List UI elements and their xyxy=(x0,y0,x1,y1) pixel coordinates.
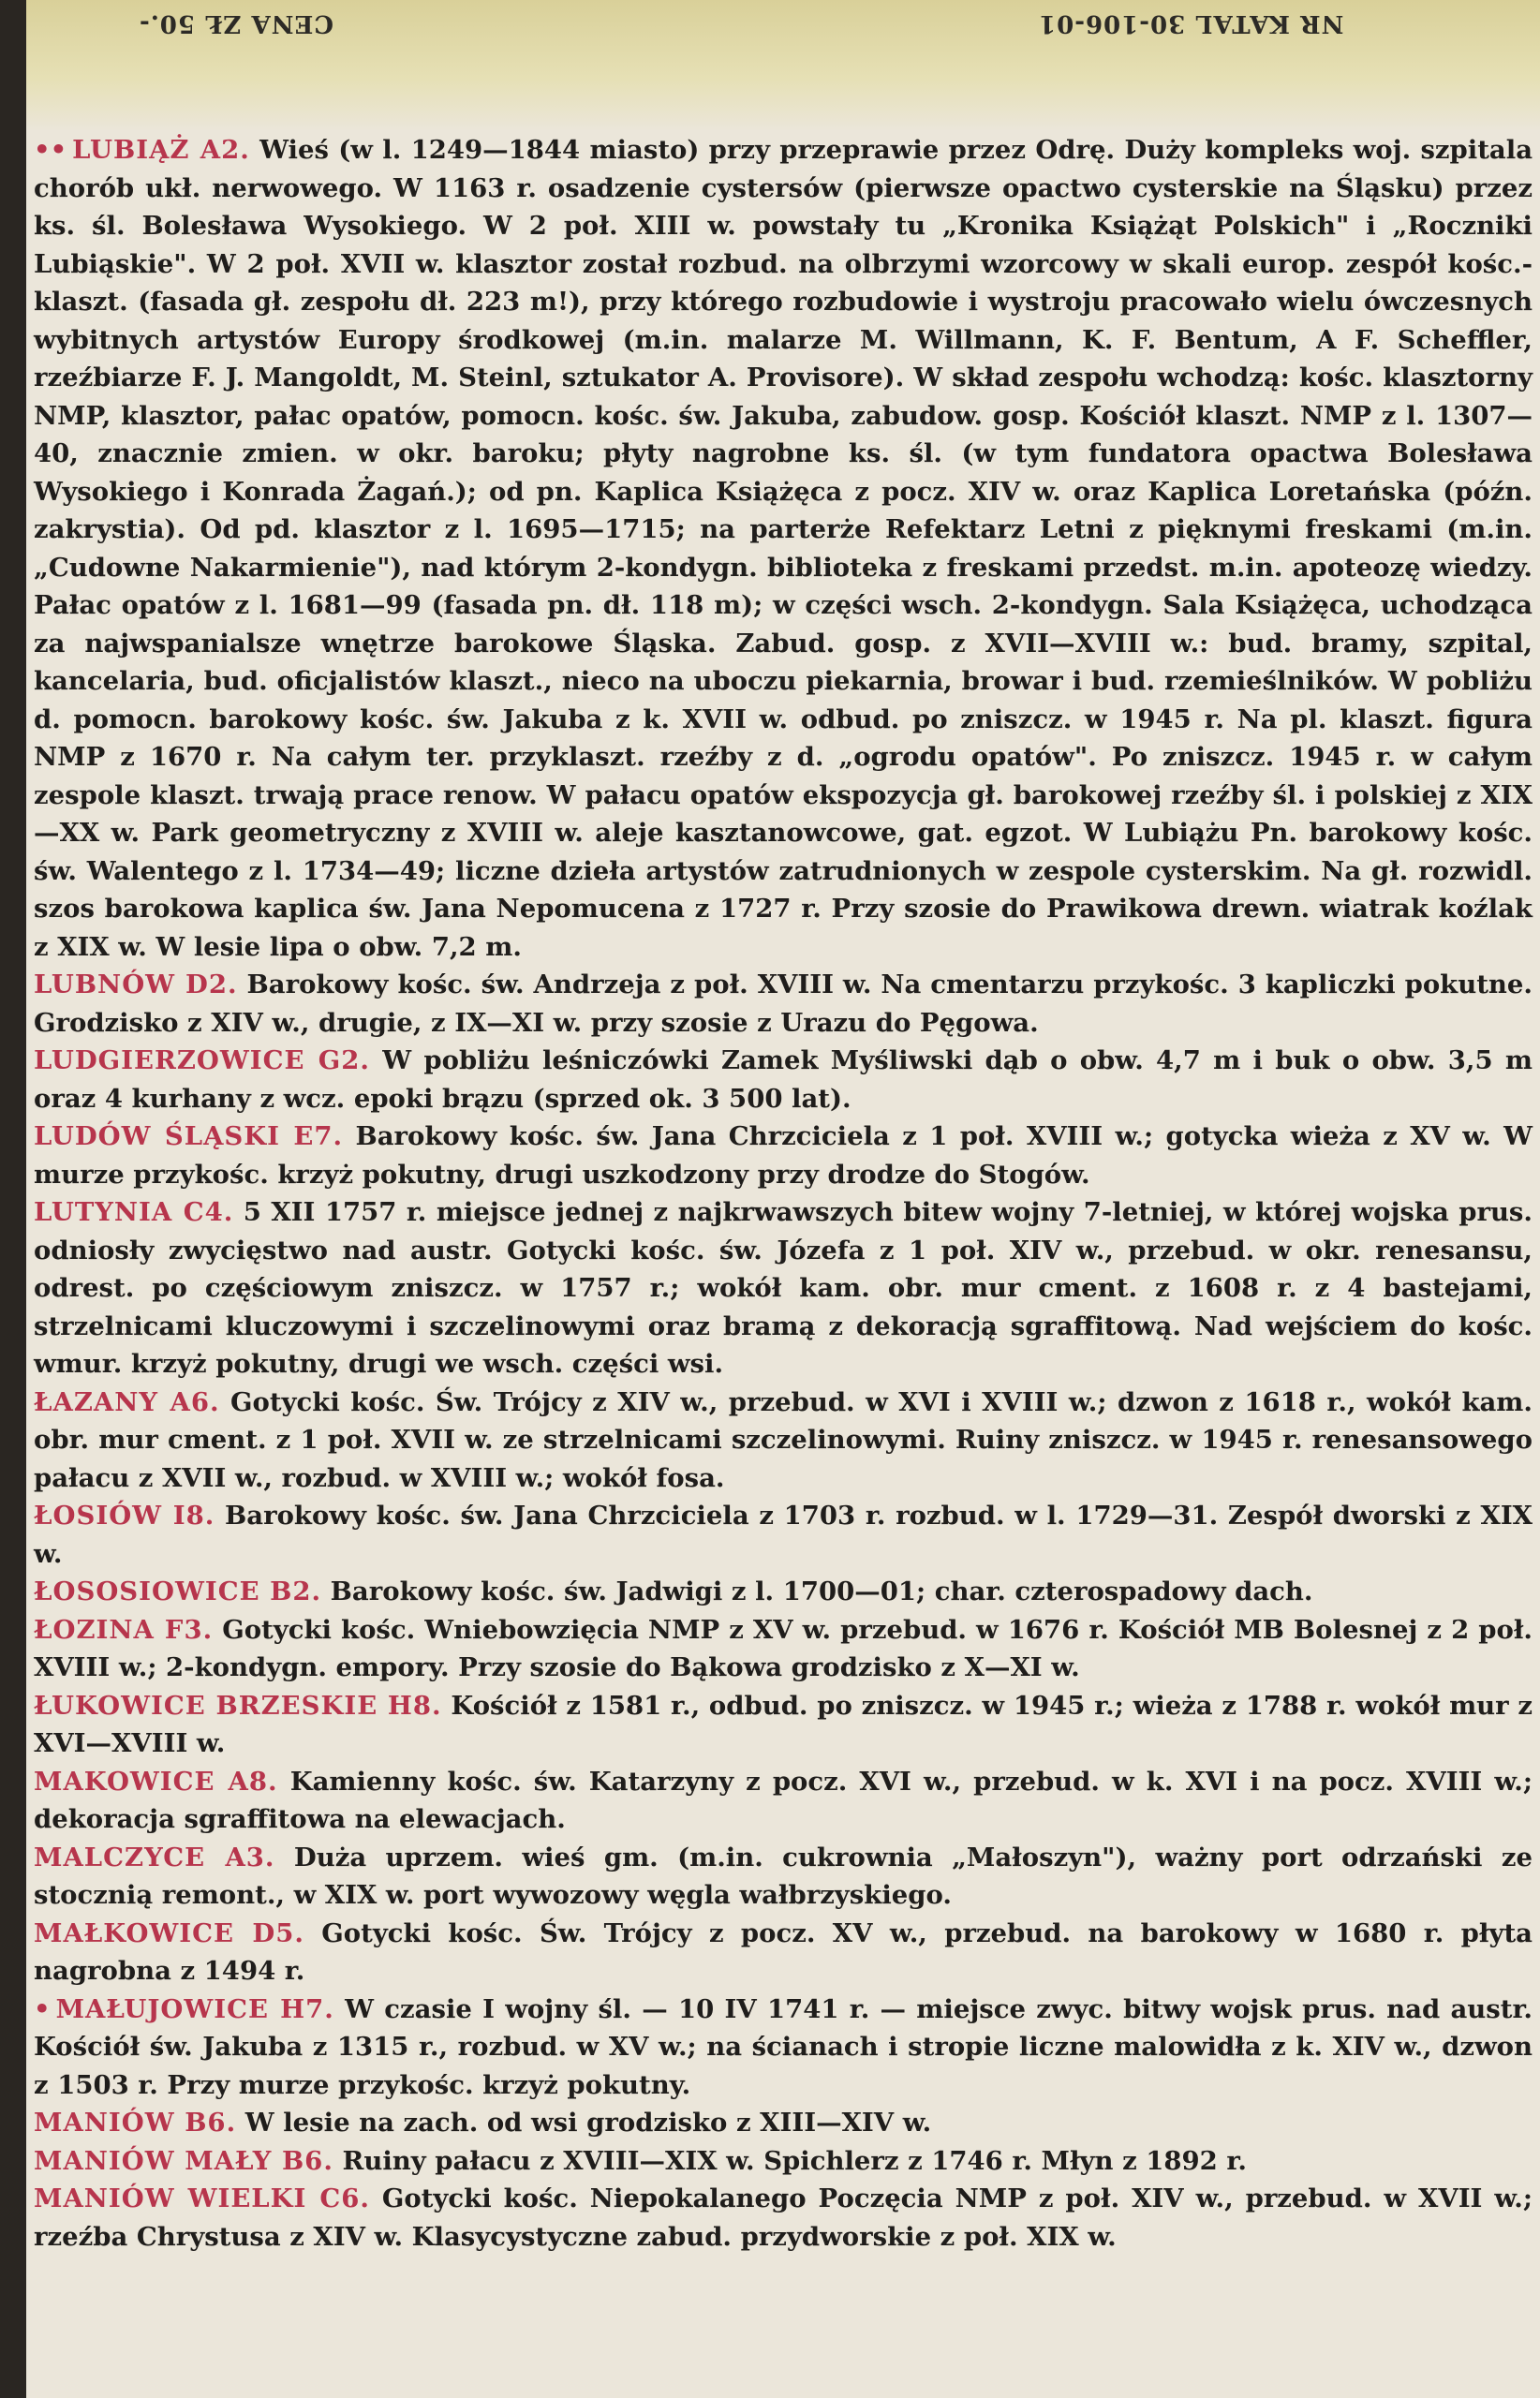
entry-heading: ŁAZANY A6. xyxy=(34,1386,220,1417)
entry-text: W lesie na zach. od wsi grodzisko z XIII—XIV w. xyxy=(244,2108,932,2138)
entry-heading: MALCZYCE A3. xyxy=(34,1842,275,1873)
entry-ludow-slaski xyxy=(34,1118,1533,1193)
entry-text: Gotycki kośc. Wniebowzięcia NMP z XV w. przebud. w 1676 r. Kościół MB Bolesnej z 2 poł. XVIII w.; 2-kondygn. empory. Przy szosie do Bąkowa grodzisko z X—XI w. xyxy=(34,1614,1533,1682)
star-marker: • xyxy=(34,1993,51,2024)
entry-losiow xyxy=(34,1497,1533,1573)
entry-heading: MAKOWICE A8. xyxy=(34,1766,278,1797)
entry-heading: MANIÓW WIELKI C6. xyxy=(34,2183,370,2213)
entry-text: Barokowy kośc. św. Jana Chrzciciela z 1703 r. rozbud. w l. 1729—31. Zespół dworski z XIX w. xyxy=(34,1501,1533,1569)
entry-maniow xyxy=(34,2104,1533,2142)
entry-text: Wieś (w l. 1249—1844 miasto) przy przeprawie przez Odrę. Duży kompleks woj. szpitala chorób ukł. nerwowego. W 1163 r. osadzenie cystersów (pierwsze opactwo cysterskie na Śląsku) przez ks. śl. Bolesława Wysokiego. W 2 poł. XIII w. powstały tu „Kronika Książąt Polskich" i „Roczniki Lubiąskie". W 2 poł. XVII w. klasztor został rozbud. na olbrzymi wzorcowy w skali europ. zespół kośc.-klaszt. (fasada gł. zespołu dł. 223 m!), przy którego rozbudowie i wystroju pracowało wielu ówczesnych wybitnych artystów Europy środkowej (m.in. malarze M. Willmann, K. F. Bentum, A F. Scheffler, rzeźbiarze F. J. Mangoldt, M. Steinl, sztukator A. Provisore). W skład zespołu wchodzą: kośc. klasztorny NMP, klasztor, pałac opatów, pomocn. kośc. św. Jakuba, zabudow. gosp. Kościół klaszt. NMP z l. 1307—40, znacznie zmien. w okr. baroku; płyty nagrobne ks. śl. (w tym fundatora opactwa Bolesława Wysokiego i Konrada Żagań.); od pn. Kaplica Książęca z pocz. XIV w. oraz Kaplica Loretańska (późn. zakrystia). Od pd. klasztor z l. 1695—1715; na parterże Refektarz Letni z pięknymi freskami (m.in. „Cudowne Nakarmienie"), nad którym 2-kondygn. biblioteka z freskami przedst. m.in. apoteozę wiedzy. Pałac opatów z l. 1681—99 (fasada pn. dł. 118 m); w części wsch. 2-kondygn. Sala Książęca, uchodząca za najwspanialsze wnętrze barokowe Śląska. Zabud. gosp. z XVII—XVIII w.: bud. bramy, szpital, kancelaria, bud. oficjalistów klaszt., nieco na uboczu piekarnia, browar i bud. rzemieślników. W pobliżu d. pomocn. barokowy kośc. św. Jakuba z k. XVII w. odbud. po zniszcz. w 1945 r. Na pl. klaszt. figura NMP z 1670 r. Na całym ter. przyklaszt. rzeźby z d. „ogrodu opatów". Po zniszcz. 1945 r. w całym zespole klaszt. trwają prace renow. W pałacu opatów ekspozycja gł. barokowej rzeźby śl. i polskiej z XIX—XX w. Park geometryczny z XVIII w. aleje kasztanowcowe, gat. egzot. W Lubiążu Pn. barokowy kośc. św. Walentego z l. 1734—49; liczne dzieła artystów zatrudnionych w zespole cysterskim. Na gł. rozwidl. szos barokowa kaplica św. Jana Nepomucena z 1727 r. Przy szosie do Prawikowa drewn. wiatrak koźlak z XIX w. W lesie lipa o obw. 7,2 m. xyxy=(34,135,1533,962)
entry-text: Ruiny pałacu z XVIII—XIX w. Spichlerz z 1746 r. Młyn z 1892 r. xyxy=(342,2145,1247,2176)
entry-lukowice-brzeskie xyxy=(34,1687,1533,1763)
entry-heading: ŁOZINA F3. xyxy=(34,1614,214,1645)
entry-heading: ŁOSOSIOWICE B2. xyxy=(34,1576,322,1606)
entry-heading: LUDÓW ŚLĄSKI E7. xyxy=(34,1121,344,1151)
entry-heading: ŁOSIÓW I8. xyxy=(34,1501,215,1531)
entry-maniow-maly xyxy=(34,2142,1533,2181)
page-header-strip xyxy=(26,0,1540,131)
entry-lubiaz xyxy=(34,131,1533,966)
entry-text: Barokowy kośc. św. Jana Chrzciciela z 1 poł. XVIII w.; gotycka wieża z XV w. W murze przykośc. krzyż pokutny, drugi uszkodzony przy drodze do Stogów. xyxy=(34,1121,1533,1190)
entry-malczyce xyxy=(34,1839,1533,1915)
price-label: CENA ZŁ 50.- xyxy=(139,9,334,37)
entry-text: 5 XII 1757 r. miejsce jednej z najkrwawszych bitew wojny 7-letniej, w której wojska prus. odniosły zwycięstwo nad austr. Gotycki kośc. św. Józefa z 1 poł. XIV w., przebud. w okr. renesansu, odrest. po częściowym zniszcz. w 1757 r.; wokół kam. obr. mur cment. z 1608 r. z 4 bastejami, strzelnicami kluczowymi i szczelinowymi oraz bramą z dekoracją sgraffitową. Nad wejściem do kośc. wmur. krzyż pokutny, drugi we wsch. części wsi. xyxy=(34,1197,1533,1379)
entry-heading: MAŁKOWICE D5. xyxy=(34,1917,304,1948)
entry-text: Duża uprzem. wieś gm. (m.in. cukrownia „Małoszyn"), ważny port odrzański ze stocznią remont., w XIX w. port wywozowy węgla wałbrzyskiego. xyxy=(34,1842,1533,1910)
entry-lazany xyxy=(34,1384,1533,1498)
entries-list xyxy=(26,131,1540,2256)
entry-text: Gotycki kośc. Św. Trójcy z XIV w., przebud. w XVI i XVIII w.; dzwon z 1618 r., wokół kam. obr. mur cment. z 1 poł. XVII w. ze strzelnicami szczelinowymi. Ruiny zniszcz. w 1945 r. renesansowego pałacu z XVII w., rozbud. w XVIII w.; wokół fosa. xyxy=(34,1386,1533,1493)
book-page xyxy=(26,0,1540,2398)
entry-text: Gotycki kośc. Św. Trójcy z pocz. XV w., przebud. na barokowy w 1680 r. płyta nagrobna z 1494 r. xyxy=(34,1917,1533,1986)
entry-heading: MANIÓW MAŁY B6. xyxy=(34,2145,333,2176)
entry-heading: MANIÓW B6. xyxy=(34,2108,237,2138)
entry-lososiowice xyxy=(34,1573,1533,1611)
catalog-number: NR KATAL 30-106-01 xyxy=(1038,9,1344,37)
entry-text: Barokowy kośc. św. Andrzeja z poł. XVIII w. Na cmentarzu przykośc. 3 kapliczki pokutne. Grodzisko z XIV w., drugie, z IX—XI w. przy szosie z Urazu do Pęgowa. xyxy=(34,970,1533,1038)
entry-heading: LUDGIERZOWICE G2. xyxy=(34,1045,370,1075)
entry-text: Kamienny kośc. św. Katarzyny z pocz. XVI w., przebud. w k. XVI i na pocz. XVIII w.; dekoracja sgraffitowa na elewacjach. xyxy=(34,1766,1533,1834)
entry-malujowice xyxy=(34,1991,1533,2105)
entry-heading: LUBNÓW D2. xyxy=(34,970,238,999)
entry-makowice xyxy=(34,1763,1533,1839)
entry-text: Barokowy kośc. św. Jadwigi z l. 1700—01; char. czterospadowy dach. xyxy=(330,1576,1313,1606)
star-marker: •• xyxy=(34,135,67,165)
entry-heading: LUTYNIA C4. xyxy=(34,1197,234,1227)
entry-text: Kościół z 1581 r., odbud. po zniszcz. w 1945 r.; wieża z 1788 r. wokół mur z XVI—XVIII w. xyxy=(34,1690,1533,1758)
entry-lutynia xyxy=(34,1193,1533,1384)
entry-ludgierzowice xyxy=(34,1042,1533,1118)
entry-heading: LUBIĄŻ A2. xyxy=(72,135,250,165)
entry-heading: MAŁUJOWICE H7. xyxy=(55,1993,334,2024)
entry-lozina xyxy=(34,1611,1533,1687)
entry-text: W czasie I wojny śl. — 10 IV 1741 r. — miejsce zwyc. bitwy wojsk prus. nad austr. Kościół św. Jakuba z 1315 r., rozbud. w XV w.; na ścianach i stropie liczne malowidła z k. XIV w., dzwon z 1503 r. Przy murze przykośc. krzyż pokutny. xyxy=(34,1993,1533,2100)
entry-heading: ŁUKOWICE BRZESKIE H8. xyxy=(34,1690,442,1721)
entry-maniow-wielki xyxy=(34,2180,1533,2256)
entry-malkowice xyxy=(34,1915,1533,1991)
entry-text: W pobliżu leśniczówki Zamek Myśliwski dąb o obw. 4,7 m i buk o obw. 3,5 m oraz 4 kurhany z wcz. epoki brązu (sprzed ok. 3 500 lat). xyxy=(34,1045,1533,1114)
entry-text: Gotycki kośc. Niepokalanego Poczęcia NMP z poł. XIV w., przebud. w XVII w.; rzeźba Chrystusa z XIV w. Klasycystyczne zabud. przydworskie z poł. XIX w. xyxy=(34,2183,1533,2252)
entry-lubnow xyxy=(34,966,1533,1042)
